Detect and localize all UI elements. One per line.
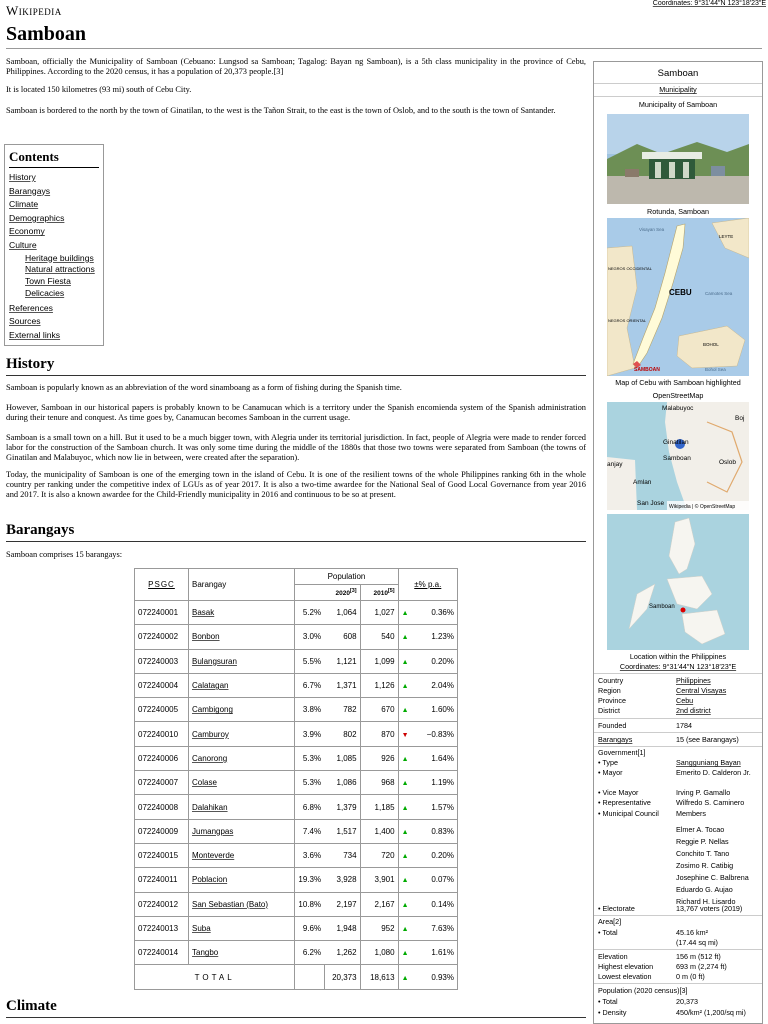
map-label-leyte: LEYTE bbox=[719, 234, 734, 239]
osm-label-ginatilan: Ginatilan bbox=[663, 439, 689, 446]
cell-share: 5.3% bbox=[302, 753, 322, 763]
gov-council-value: Members bbox=[676, 809, 706, 818]
cell-share: 3.8% bbox=[302, 705, 322, 715]
col-population: Population bbox=[295, 569, 398, 585]
cell-p2010: 670 bbox=[381, 705, 395, 715]
toc-item-references[interactable]: References bbox=[9, 302, 53, 313]
history-paragraph-3: Samboan is a small town on a hill. But it used to be a much bigger town, with Alegria under its territorial jurisdiction. In fact, people of Alegria were made to render forced labor for the construction of the Samboan church. It was only some time during the middle of the 1880s that those two towns were separated from Samboan (the towns of Ginatilan and Malabuyoc, which now lie in between, were created after the separation). bbox=[6, 433, 586, 462]
toc-item-economy[interactable]: Economy bbox=[9, 226, 45, 237]
cell-share: 9.6% bbox=[302, 924, 322, 933]
cell-dir: ▲ bbox=[401, 755, 409, 763]
council-member-1: Elmer A. Tocao bbox=[676, 825, 725, 834]
cell-pct: 1.57% bbox=[431, 802, 454, 812]
elev-high-key: Highest elevation bbox=[598, 962, 654, 971]
fact-founded-value: 1784 bbox=[676, 721, 692, 730]
cell-dir: ▲ bbox=[401, 901, 409, 909]
intro-paragraph-1: Samboan, officially the Municipality of Samboan (Cebuano: Lungsod sa Samboan; Tagalog: Bayan ng Samboan), is a 5th class municipality in the province of Cebu, Philippines. According to the 2020 census, it has a population of 20,373 people.[3] bbox=[6, 57, 586, 76]
fact-district-key: District bbox=[598, 706, 620, 715]
cell-p2010: 1,185 bbox=[374, 802, 395, 812]
cell-p2020: 1,379 bbox=[336, 802, 357, 812]
cell-p2020: 1,371 bbox=[336, 681, 357, 691]
table-row bbox=[135, 698, 458, 722]
cell-p2020: 1,086 bbox=[336, 778, 357, 788]
cell-dir: ▲ bbox=[401, 780, 409, 788]
wikipedia-logo[interactable]: Wikipedia bbox=[6, 3, 62, 18]
coordinates-link[interactable]: Coordinates: 9°31′44″N 123°18′23″E bbox=[652, 0, 766, 7]
cell-p2020: 782 bbox=[343, 705, 357, 715]
osm-label-amlan: Amlan bbox=[633, 479, 652, 486]
cell-p2020: 734 bbox=[343, 851, 357, 861]
cell-share: 6.7% bbox=[302, 681, 322, 691]
cell-psgc: 072240014 bbox=[138, 948, 179, 958]
area-heading: Area[2] bbox=[598, 917, 622, 926]
total-2020: 20,373 bbox=[324, 965, 360, 989]
cell-psgc: 072240003 bbox=[138, 656, 179, 666]
cell-p2020: 1,085 bbox=[336, 753, 357, 763]
osm-label-malabuyoc: Malabuyoc bbox=[662, 405, 694, 412]
cell-pct: −0.83% bbox=[426, 729, 454, 739]
cell-p2020: 3,928 bbox=[336, 875, 357, 885]
cell-name[interactable]: Suba bbox=[192, 924, 211, 933]
gov-mayor-value: Emerito D. Calderon Jr. bbox=[676, 768, 751, 777]
infobox-fullname: Municipality of Samboan bbox=[638, 100, 718, 109]
cell-pct: 0.20% bbox=[431, 656, 454, 666]
map-label-cebu: CEBU bbox=[669, 288, 692, 297]
table-row bbox=[135, 916, 458, 940]
gov-type-value[interactable]: Sangguniang Bayan bbox=[676, 758, 741, 767]
cell-share: 5.2% bbox=[302, 608, 322, 618]
fact-country-key: Country bbox=[598, 676, 624, 685]
council-member-6: Eduardo G. Aujao bbox=[676, 885, 733, 894]
fact-district-value[interactable]: 2nd district bbox=[676, 706, 711, 715]
cell-share: 10.8% bbox=[298, 899, 322, 909]
map-label-visayan: Visayan Sea bbox=[639, 227, 665, 232]
cell-dir: ▲ bbox=[401, 926, 409, 933]
pop-density-key: • Density bbox=[598, 1008, 627, 1017]
cell-p2010: 720 bbox=[381, 851, 395, 861]
council-member-7: Richard H. Lisardo bbox=[676, 897, 736, 906]
cell-p2010: 1,099 bbox=[374, 656, 395, 666]
cell-p2010: 1,400 bbox=[374, 826, 395, 836]
area-total-value-2: (17.44 sq mi) bbox=[676, 938, 718, 947]
barangays-heading: Barangays bbox=[6, 522, 586, 542]
gov-council-key: • Municipal Council bbox=[598, 809, 659, 818]
gov-heading: Government[1] bbox=[598, 748, 646, 757]
table-row bbox=[135, 771, 458, 795]
cell-dir: ▲ bbox=[401, 804, 409, 812]
map-label-samboan: SAMBOAN bbox=[634, 367, 660, 373]
map-label-bohol: BOHOL bbox=[703, 342, 719, 347]
cell-share: 3.0% bbox=[302, 632, 322, 642]
cell-p2010: 3,901 bbox=[374, 875, 395, 885]
cell-p2020: 1,064 bbox=[336, 608, 357, 618]
cell-p2010: 926 bbox=[381, 753, 395, 763]
cell-p2020: 1,948 bbox=[336, 924, 357, 933]
osm-map[interactable] bbox=[607, 402, 749, 510]
cell-p2010: 1,080 bbox=[374, 948, 395, 958]
cell-share: 5.3% bbox=[302, 778, 322, 788]
cell-dir: ▲ bbox=[401, 877, 409, 885]
cebu-map[interactable] bbox=[607, 218, 749, 376]
cell-share: 3.9% bbox=[302, 729, 322, 739]
cell-pct: 7.63% bbox=[431, 924, 454, 933]
infobox-type[interactable]: Municipality bbox=[659, 85, 697, 94]
infobox-title: Samboan bbox=[657, 68, 699, 79]
fact-region-key: Region bbox=[598, 686, 621, 695]
electorate-value: 13,767 voters (2019) bbox=[676, 904, 743, 913]
table-row bbox=[135, 941, 458, 965]
cell-name[interactable]: Poblacion bbox=[192, 875, 228, 885]
col-psgc[interactable]: PSGC bbox=[135, 569, 189, 601]
total-2010: 18,613 bbox=[360, 965, 398, 989]
cell-share: 19.3% bbox=[298, 875, 322, 885]
gov-rep-value: Wilfredo S. Caminero bbox=[676, 798, 745, 807]
rotunda-photo[interactable] bbox=[607, 114, 749, 204]
fact-province-value[interactable]: Cebu bbox=[676, 696, 694, 705]
cell-name[interactable]: Jumangpas bbox=[192, 826, 234, 836]
gov-type-key: • Type bbox=[598, 758, 618, 767]
cell-name[interactable]: Tangbo bbox=[192, 948, 219, 958]
cell-share: 3.6% bbox=[302, 851, 322, 861]
cell-p2010: 1,027 bbox=[374, 608, 395, 618]
cell-p2010: 870 bbox=[381, 729, 395, 739]
elev-value: 156 m (512 ft) bbox=[676, 952, 721, 961]
intro-paragraph-2: It is located 150 kilometres (93 mi) south of Cebu City. bbox=[6, 85, 192, 94]
cell-name[interactable]: Basak bbox=[192, 608, 215, 618]
toc-item-sources[interactable]: Sources bbox=[9, 316, 41, 327]
cell-dir: ▲ bbox=[401, 610, 409, 618]
table-row bbox=[135, 819, 458, 843]
cell-psgc: 072240012 bbox=[138, 899, 179, 909]
photo-caption: Rotunda, Samboan bbox=[647, 207, 709, 216]
total-label: TOTAL bbox=[135, 965, 295, 989]
council-member-3: Conchito T. Tano bbox=[676, 849, 730, 858]
council-member-4: Zosimo R. Catibig bbox=[676, 861, 734, 870]
history-heading: History bbox=[6, 356, 586, 376]
osm-label-oslob: Oslob bbox=[719, 459, 736, 466]
cell-name[interactable]: San Sebastian (Bato) bbox=[192, 899, 269, 909]
cell-pct: 1.23% bbox=[431, 632, 454, 642]
table-row bbox=[135, 843, 458, 867]
elev-high-value: 693 m (2,274 ft) bbox=[676, 962, 727, 971]
cell-psgc: 072240011 bbox=[138, 875, 178, 885]
toc-item-climate[interactable]: Climate bbox=[9, 199, 39, 210]
climate-heading: Climate bbox=[6, 998, 586, 1018]
cell-p2010: 2,167 bbox=[374, 899, 395, 909]
cell-psgc: 072240002 bbox=[138, 632, 179, 642]
cell-p2010: 952 bbox=[381, 924, 395, 933]
map-label-bohol-sea: Bohol Sea bbox=[705, 367, 726, 372]
cell-p2020: 1,121 bbox=[336, 656, 357, 666]
cell-p2010: 1,126 bbox=[374, 681, 395, 691]
cell-p2020: 1,262 bbox=[336, 948, 357, 958]
cell-p2020: 1,517 bbox=[336, 826, 357, 836]
cebu-map-caption: Map of Cebu with Samboan highlighted bbox=[615, 378, 741, 387]
toc-title: Contents bbox=[9, 149, 99, 168]
osm-label-boj: Boj bbox=[735, 415, 745, 422]
table-row bbox=[135, 625, 458, 649]
gov-rep-key: • Representative bbox=[598, 798, 651, 807]
ph-coords-link[interactable]: Coordinates: 9°31′44″N 123°18′23″E bbox=[619, 662, 737, 671]
cell-name[interactable]: Monteverde bbox=[192, 851, 235, 861]
table-row bbox=[135, 601, 458, 625]
cell-name[interactable]: Calatagan bbox=[192, 681, 229, 691]
barangays-table bbox=[134, 568, 458, 990]
cell-psgc: 072240004 bbox=[138, 681, 179, 691]
toc-item-fiesta[interactable]: Town Fiesta bbox=[25, 276, 71, 287]
title-divider bbox=[6, 48, 762, 49]
intro-paragraph-3: Samboan is bordered to the north by the town of Ginatilan, to the west is the Tañon Strait, to the east is the town of Oslob, and to the south is the town of Santander. bbox=[6, 106, 556, 115]
cell-psgc: 072240007 bbox=[138, 778, 179, 788]
history-paragraph-4: Today, the municipality of Samboan is one of the emerging town in the island of Cebu. It is one of the resilient towns of the whole Philippines ranking 6th in the whole country per ranking under the competitive index of LGUs as of year 2017. It is also a two-time awardee for the National Seal of Good Local Governance from year 2016 and 2017. It is also a known awardee for the Child-Friendly municipality in 2016 and continuous to be so at present. bbox=[6, 470, 586, 499]
infobox bbox=[593, 61, 763, 1024]
area-total-value: 45.16 km² bbox=[676, 928, 708, 937]
council-member-5: Josephine C. Balbrena bbox=[676, 873, 749, 882]
cell-share: 6.2% bbox=[302, 948, 322, 958]
osm-title: OpenStreetMap bbox=[652, 391, 704, 400]
toc-item-demographics[interactable]: Demographics bbox=[9, 212, 65, 223]
elev-low-value: 0 m (0 ft) bbox=[676, 972, 705, 981]
cell-p2010: 968 bbox=[381, 778, 395, 788]
fact-region-value[interactable]: Central Visayas bbox=[676, 686, 727, 695]
osm-label-anjay: anjay bbox=[607, 461, 623, 468]
cell-pct: 0.14% bbox=[431, 899, 454, 909]
cell-pct: 0.36% bbox=[431, 608, 454, 618]
cell-p2020: 608 bbox=[343, 632, 357, 642]
cell-psgc: 072240001 bbox=[138, 608, 179, 618]
gov-vicemayor-key: • Vice Mayor bbox=[598, 788, 639, 797]
elev-low-key: Lowest elevation bbox=[598, 972, 652, 981]
pop-total-key: • Total bbox=[598, 997, 618, 1006]
toc-item-delicacies[interactable]: Delicacies bbox=[25, 287, 65, 298]
cell-p2020: 2,197 bbox=[336, 899, 357, 909]
history-paragraph-2: However, Samboan in our historical papers is probably known to be Canamucan which is a territory under the Spanish encomienda system of the Spanish administration during their tenure and conquest. As time goes by, Canamucan becomes Samboan in the current usage. bbox=[6, 403, 586, 422]
col-2020: 2020[3] bbox=[295, 585, 360, 601]
table-row bbox=[135, 746, 458, 770]
cell-dir: ▲ bbox=[401, 950, 409, 958]
pop-density-value: 450/km² (1,200/sq mi) bbox=[676, 1008, 746, 1017]
cell-dir: ▲ bbox=[401, 707, 409, 715]
osm-label-samboan: Samboan bbox=[663, 455, 691, 462]
osm-credit: Wikipedia | © OpenStreetMap bbox=[669, 504, 736, 510]
ph-map-caption: Location within the Philippines bbox=[629, 652, 727, 661]
cell-share: 7.4% bbox=[302, 826, 322, 836]
cell-dir: ▼ bbox=[401, 731, 409, 739]
cell-dir: ▲ bbox=[401, 658, 409, 666]
cell-dir: ▲ bbox=[401, 828, 409, 836]
fact-barangays-key[interactable]: Barangays bbox=[598, 735, 633, 744]
cell-dir: ▲ bbox=[401, 853, 409, 861]
toc-item-heritage[interactable]: Heritage buildings bbox=[25, 252, 94, 263]
cell-psgc: 072240009 bbox=[138, 826, 179, 836]
map-label-camotes: Camotes Sea bbox=[705, 291, 733, 296]
cell-name[interactable]: Camburoy bbox=[192, 729, 229, 739]
cell-name[interactable]: Canorong bbox=[192, 753, 228, 763]
cell-name[interactable]: Cambigong bbox=[192, 705, 233, 715]
cell-name[interactable]: Dalahikan bbox=[192, 802, 228, 812]
cell-name[interactable]: Colase bbox=[192, 778, 217, 788]
total-trend-icon: ▲ bbox=[401, 974, 409, 982]
toc-item-culture[interactable]: Culture bbox=[9, 239, 37, 250]
toc-item-history[interactable]: History bbox=[9, 172, 36, 182]
pop-heading: Population (2020 census)[3] bbox=[598, 986, 688, 995]
table-row bbox=[135, 673, 458, 697]
history-paragraph-1: Samboan is popularly known as an abbreviation of the word sinamboang as a form of fishing during the Spanish time. bbox=[6, 383, 402, 392]
map-label-negor: NEGROS ORIENTAL bbox=[608, 318, 647, 323]
fact-country-value[interactable]: Philippines bbox=[676, 676, 711, 685]
table-of-contents bbox=[4, 144, 104, 346]
cell-psgc: 072240008 bbox=[138, 802, 179, 812]
fact-founded-key: Founded bbox=[598, 721, 627, 730]
council-member-2: Reggie P. Nellas bbox=[676, 837, 729, 846]
cell-psgc: 072240013 bbox=[138, 924, 179, 933]
cell-pct: 1.64% bbox=[431, 753, 454, 763]
map-label-negocc: NEGROS OCCIDENTAL bbox=[608, 266, 652, 271]
ph-map-label: Samboan bbox=[649, 604, 675, 610]
fact-barangays-value: 15 (see Barangays) bbox=[676, 735, 739, 744]
gov-vicemayor-value: Irving P. Gamallo bbox=[676, 788, 731, 797]
toc-item-natural[interactable]: Natural attractions bbox=[25, 264, 95, 275]
total-pct: 0.93% bbox=[412, 965, 458, 989]
cell-pct: 2.04% bbox=[431, 681, 454, 691]
osm-label-sanjose: San Jose bbox=[637, 500, 665, 507]
cell-name[interactable]: Bulangsuran bbox=[192, 656, 237, 666]
cell-share: 6.8% bbox=[302, 802, 322, 812]
col-barangay: Barangay bbox=[189, 569, 295, 601]
cell-psgc: 072240005 bbox=[138, 705, 179, 715]
cell-pct: 0.20% bbox=[431, 851, 454, 861]
cell-psgc: 072240015 bbox=[138, 851, 179, 861]
cell-dir: ▲ bbox=[401, 634, 409, 642]
electorate-key: • Electorate bbox=[598, 904, 635, 913]
pop-total-value: 20,373 bbox=[676, 997, 698, 1006]
page-title: Samboan bbox=[6, 23, 87, 45]
col-2010: 2010[5] bbox=[360, 585, 398, 601]
cell-p2020: 802 bbox=[343, 729, 357, 739]
cell-pct: 0.07% bbox=[431, 875, 454, 885]
table-row bbox=[135, 868, 458, 892]
philippines-map[interactable] bbox=[607, 514, 749, 650]
cell-psgc: 072240006 bbox=[138, 753, 179, 763]
barangays-intro: Samboan comprises 15 barangays: bbox=[6, 550, 123, 559]
table-row bbox=[135, 892, 458, 916]
cell-share: 5.5% bbox=[302, 656, 322, 666]
gov-mayor-key: • Mayor bbox=[598, 768, 623, 777]
table-row bbox=[135, 722, 458, 746]
elev-key: Elevation bbox=[598, 952, 628, 961]
cell-pct: 0.83% bbox=[431, 826, 454, 836]
table-row bbox=[135, 649, 458, 673]
area-total-key: • Total bbox=[598, 928, 618, 937]
cell-dir: ▲ bbox=[401, 683, 409, 691]
cell-p2010: 540 bbox=[381, 632, 395, 642]
cell-psgc: 072240010 bbox=[138, 729, 179, 739]
fact-province-key: Province bbox=[598, 696, 626, 705]
table-row bbox=[135, 795, 458, 819]
toc-item-barangays[interactable]: Barangays bbox=[9, 185, 51, 196]
cell-pct: 1.61% bbox=[431, 948, 454, 958]
cell-name[interactable]: Bonbon bbox=[192, 632, 220, 642]
cell-pct: 1.19% bbox=[431, 778, 454, 788]
col-pct: ±% p.a. bbox=[398, 569, 457, 601]
cell-pct: 1.60% bbox=[431, 705, 454, 715]
toc-item-external-links[interactable]: External links bbox=[9, 329, 61, 340]
